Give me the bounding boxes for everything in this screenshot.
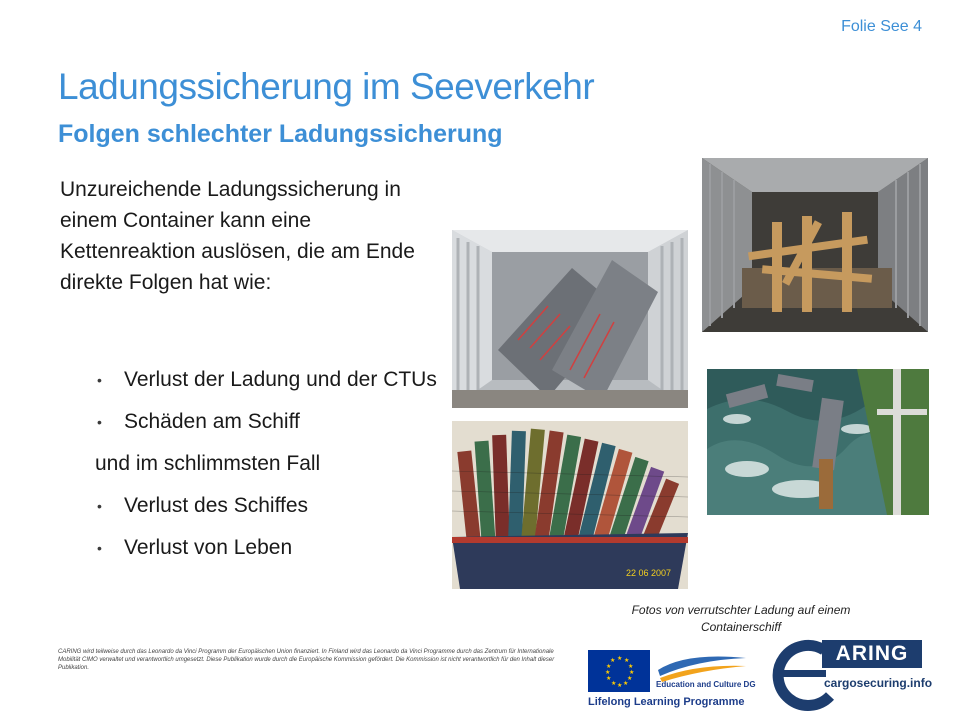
eu-flag-icon [588,650,650,692]
list-item [95,534,455,562]
list-item [95,366,455,394]
svg-text:★: ★ [617,682,623,689]
edu-culture-label: Education and Culture DG [656,680,756,689]
bullet-icon: • [97,498,102,514]
intro-paragraph: Unzureichende Ladungssicherung in einem Container kann eine Kettenreaktion auslösen, die am Ende direkte Folgen hat wie: [60,178,415,294]
photo-listing-container-ship [452,421,688,589]
caring-wordmark: ARING [822,640,922,668]
eu-lifelong-learning-logo [588,640,756,710]
svg-text:★: ★ [629,669,635,676]
slide-subtitle: Folgen schlechter Ladungssicherung [58,120,503,148]
consequence-list [95,366,455,576]
svg-text:★: ★ [624,657,630,664]
list-item [95,492,455,520]
svg-text:★: ★ [606,663,612,670]
svg-text:★: ★ [617,655,623,662]
list-item-text: Verlust von Leben [124,536,293,559]
bullet-icon: • [97,540,102,556]
funding-disclaimer: CARING wird teilweise durch das Leonardo da Vinci Programm der Europäischen Union finanziert. In Finland wird das Leonardo da Vinci Programme durch das Zentrum für Internationale Mobilität CIMO verwaltet und verantwortlich umgesetzt. Diese Publikation wurde durch die Europäische Kommission gefördert. Die Kommission ist nicht verantwortlich für den Inhalt dieser Publikation. [58,649,555,671]
list-item-text: Verlust der Ladung und der CTUs [124,368,437,391]
photo-timber-lashing-container [702,158,928,332]
svg-text:★: ★ [628,663,634,670]
svg-text:★: ★ [610,657,616,664]
svg-text:★: ★ [627,675,633,682]
caring-url: cargosecuring.info [824,676,933,690]
bullet-icon: • [97,372,102,388]
llp-label: Lifelong Learning Programme [588,696,745,708]
slide-title: Ladungssicherung im Seeverkehr [58,66,595,107]
slide-number: Folie See 4 [841,18,922,35]
list-item-text: Verlust des Schiffes [124,494,309,517]
photo-containers-rough-sea [707,369,929,515]
list-item-text: Schäden am Schiff [124,410,300,433]
photo-stone-blocks-container [452,230,688,408]
list-item [95,408,455,436]
svg-text:★: ★ [605,669,611,676]
svg-text:★: ★ [623,680,629,687]
svg-text:★: ★ [611,680,617,687]
photo-caption: Fotos von verrutschter Ladung auf einem Containerschiff [631,603,851,634]
list-connector-text: und im schlimmsten Fall [95,452,321,475]
bullet-icon: • [97,414,102,430]
svg-text:★: ★ [606,675,612,682]
caring-logo [772,636,932,712]
photo-date-stamp: 22 06 2007 [626,568,672,578]
